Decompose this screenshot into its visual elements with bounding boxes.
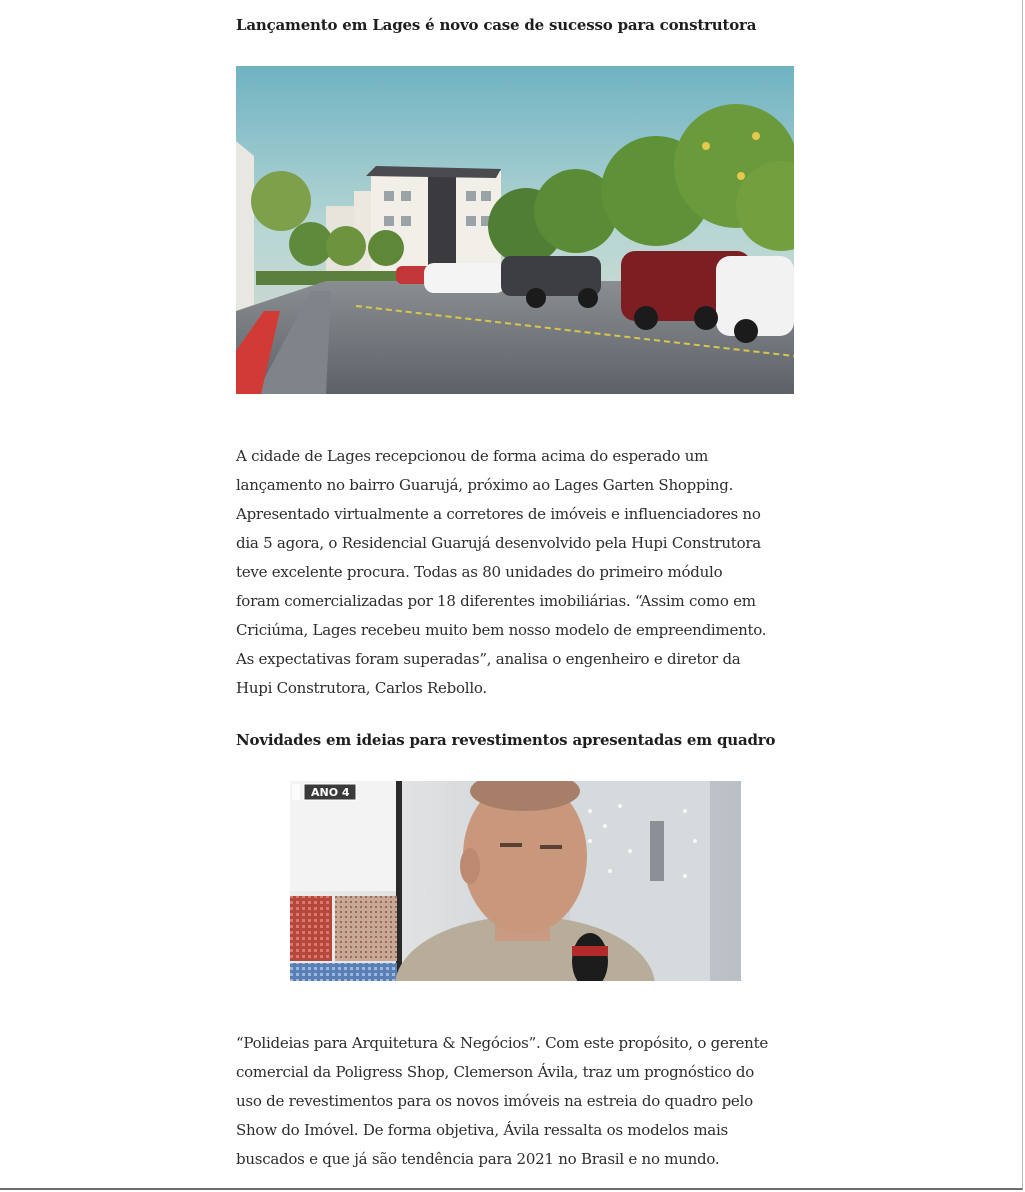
text-line: A cidade de Lages recepcionou de forma acima do esperado um <box>236 447 709 465</box>
video-badge-label: ANO 4 <box>311 786 350 799</box>
text-line: Hupi Construtora, Carlos Rebollo. <box>236 679 487 697</box>
text-line: teve excelente procura. Todas as 80 unidades do primeiro módulo <box>236 563 723 581</box>
interview-video-thumbnail[interactable] <box>290 781 741 981</box>
text-line: Criciúma, Lages recebeu muito bem nosso modelo de empreendimento. <box>236 621 767 639</box>
text-line: foram comercializadas por 18 diferentes imobiliárias. “Assim como em <box>236 592 756 610</box>
article-paragraph-polideias <box>236 1029 801 1174</box>
text-line: “Polideias para Arquitetura & Negócios”. Com este propósito, o gerente <box>236 1034 768 1052</box>
text-line: Show do Imóvel. De forma objetiva, Ávila ressalta os modelos mais <box>236 1121 728 1139</box>
text-line: buscados e que já são tendência para 2021 no Brasil e no mundo. <box>236 1150 720 1168</box>
text-line: Apresentado virtualmente a corretores de imóveis e influenciadores no <box>236 505 761 523</box>
article-paragraph-launch <box>236 442 801 703</box>
residential-render-image <box>236 66 794 394</box>
article-heading-launch: Lançamento em Lages é novo case de sucesso para construtora <box>236 16 757 34</box>
article-heading-novidades: Novidades em ideias para revestimentos apresentadas em quadro <box>236 731 776 749</box>
text-line: uso de revestimentos para os novos imóveis na estreia do quadro pelo <box>236 1092 753 1110</box>
text-line: comercial da Poligress Shop, Clemerson Ávila, traz um prognóstico do <box>236 1063 755 1081</box>
text-line: dia 5 agora, o Residencial Guarujá desenvolvido pela Hupi Construtora <box>236 534 761 552</box>
text-line: lançamento no bairro Guarujá, próximo ao Lages Garten Shopping. <box>236 476 734 494</box>
text-line: As expectativas foram superadas”, analisa o engenheiro e diretor da <box>236 650 741 668</box>
